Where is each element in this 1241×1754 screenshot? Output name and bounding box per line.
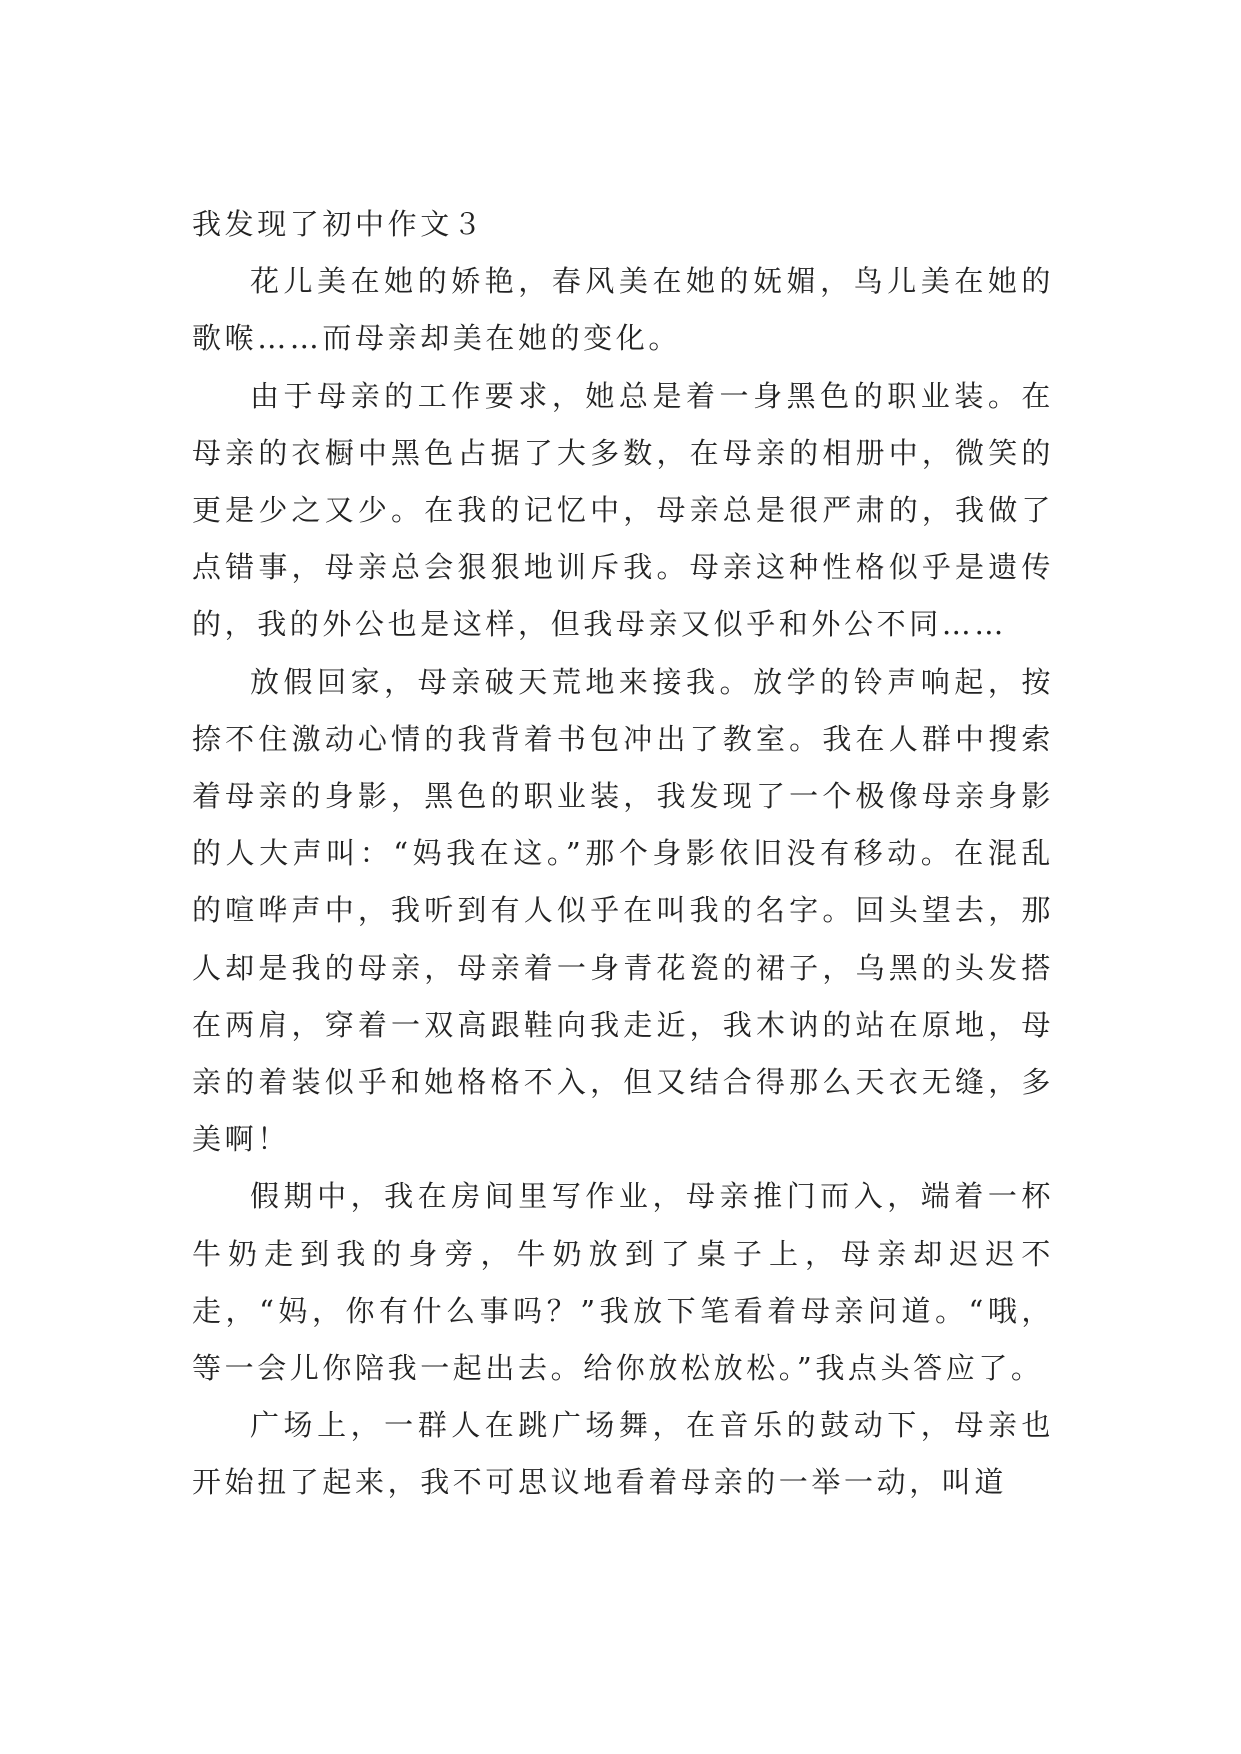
paragraph-3: 放假回家，母亲破天荒地来接我。放学的铃声响起，按捺不住激动心情的我背着书包冲出了教室。我在人群中搜索着母亲的身影，黑色的职业装，我发现了一个极像母亲身影的人大声叫：“妈我在这。”那个身影依旧没有移动。在混乱的喧哗声中，我听到有人似乎在叫我的名字。回头望去，那人却是我的母亲，母亲着一身青花瓷的裙子，乌黑的头发搭在两肩，穿着一双高跟鞋向我走近，我木讷的站在原地，母亲的着装似乎和她格格不入，但又结合得那么天衣无缝，多美啊！ xyxy=(192,664,1054,1157)
paragraph-1: 花儿美在她的娇艳，春风美在她的妩媚，鸟儿美在她的歌喉……而母亲却美在她的变化。 xyxy=(192,264,1054,356)
document-page xyxy=(192,196,1054,1512)
paragraph-5: 广场上，一群人在跳广场舞，在音乐的鼓动下，母亲也开始扭了起来，我不可思议地看着母亲的一举一动，叫道 xyxy=(192,1408,1054,1500)
paragraph-2: 由于母亲的工作要求，她总是着一身黑色的职业装。在母亲的衣橱中黑色占据了大多数，在母亲的相册中，微笑的更是少之又少。在我的记忆中，母亲总是很严肃的，我做了点错事，母亲总会狠狠地训斥我。母亲这种性格似乎是遗传的，我的外公也是这样，但我母亲又似乎和外公不同…… xyxy=(192,378,1054,642)
paragraph-4: 假期中，我在房间里写作业，母亲推门而入，端着一杯牛奶走到我的身旁，牛奶放到了桌子上，母亲却迟迟不走，“妈，你有什么事吗？”我放下笔看着母亲问道。“哦，等一会儿你陪我一起出去。给你放松放松。”我点头答应了。 xyxy=(192,1179,1054,1386)
document-title: 我发现了初中作文３ xyxy=(192,207,486,241)
